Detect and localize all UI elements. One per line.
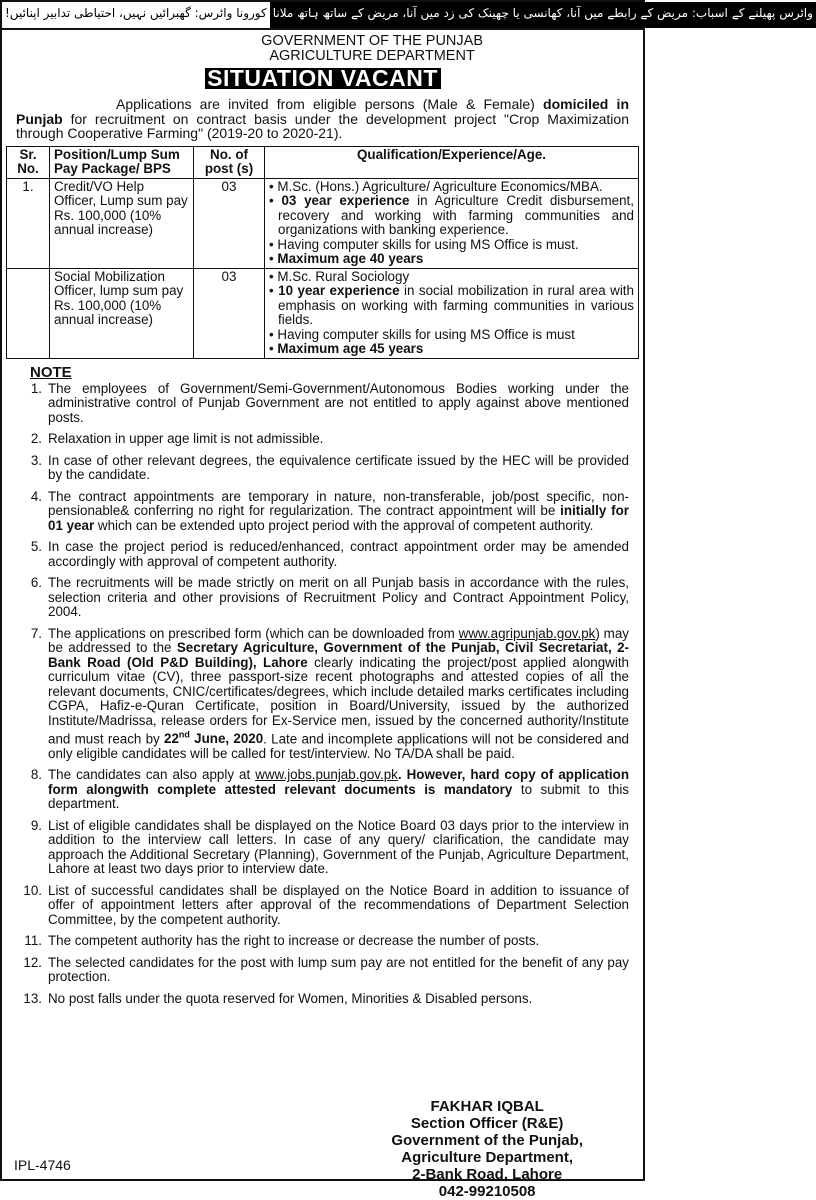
note-item: 4. The contract appointments are temporary in nature, non-transferable, job/post specific, non-pensionable& conferring no right for regularization. The contract appointment will be initially for 01 year which can be extended upto project period with the approval of competent authority. <box>30 488 629 533</box>
jobs-punjab-link[interactable]: www.jobs.punjab.gov.pk <box>255 767 398 783</box>
gov-line: GOVERNMENT OF THE PUNJAB <box>261 33 483 49</box>
signatory-designation: Section Officer (R&E) <box>410 1115 564 1132</box>
note-heading: NOTE <box>30 363 72 381</box>
signatory-org: Government of the Punjab, <box>391 1132 583 1149</box>
note-item: 11. The competent authority has the right to increase or decrease the number of posts. <box>24 933 540 949</box>
table-row <box>7 178 639 268</box>
urdu-banner <box>2 2 813 30</box>
note-item: 9. List of eligible candidates shall be displayed on the Notice Board 03 days prior to the interview in addition to the interview call letters. In case of any query/ clarification, the candidate may approach the Additional Secretary (Planning), Government of the Punjab, Agriculture Department, Lahore at least two days prior to interview date. <box>30 817 629 877</box>
cell-sr: 1. <box>7 178 50 268</box>
note-item: 12. The selected candidates for the post with lump sum pay are not entitled for the benefit of any pay protection. <box>23 954 629 985</box>
cell-position: Credit/VO Help Officer, Lump sum pay Rs. 100,000 (10% annual increase) <box>50 178 194 268</box>
note-item: 10. List of successful candidates shall be displayed on the Notice Board in addition to issuance of offer of appointment letters after approval of the recommendations of Department Selection Committee, by the competent authority. <box>23 882 629 927</box>
table-row <box>7 268 639 358</box>
signatory-address: 2-Bank Road, Lahore <box>412 1166 563 1183</box>
header-sr: Sr. No. <box>7 146 50 178</box>
signatory-name: FAKHAR IQBAL <box>430 1098 544 1115</box>
page-title: SITUATION VACANT <box>205 68 441 89</box>
agripunjab-link[interactable]: www.agripunjab.gov.pk <box>458 625 596 641</box>
header-posts: No. of post (s) <box>194 146 265 178</box>
notes-list <box>2 382 643 1007</box>
ad-code: IPL-4746 <box>14 1157 71 1173</box>
cell-position: Social Mobilization Officer, lump sum pay Rs. 100,000 (10% annual increase) <box>50 268 194 358</box>
note-item: 7. The applications on prescribed form (which can be downloaded from www.agripunjab.gov.pk) may be addressed to the Secretary Agriculture, Government of the Punjab, Civil Secretariat, 2-Bank Road (Old P&D Building), Lahore clearly indicating the project/post applied alongwith curriculum vitae (CV), three passport-size recent photographs and attested copies of all the relevant documents, CNIC/certificates/degrees, which include detailed marks certificates including CGPA, Hafiz-e-Quran Certificate, position in Board/University, issued by the authorized Institute/Madrissa, release orders for Ex-Service men, issued by the concerned authority/Institute and must reach by 22nd June, 2020. Late and incomplete applications will not be considered and only eligible candidates will be called for test/interview. No TA/DA shall be paid. <box>30 625 629 761</box>
note-item: 3. In case of other relevant degrees, the equivalence certificate issued by the HEC will be provided by the candidate. <box>30 452 629 482</box>
cell-qualification: • M.Sc. Rural Sociology • 10 year experience in social mobilization in rural area with emphasis on working with farming communities in various fields. • Having computer skills for using MS Office is must • Maximum age 45 years <box>265 268 639 358</box>
urdu-banner-left: کورونا وائرس: گھبرائیں نہیں، احتیاطی تدابیر اپنائیں! <box>2 2 270 28</box>
header-position: Position/Lump Sum Pay Package/ BPS <box>50 146 194 178</box>
signatory-dept: Agriculture Department, <box>401 1149 573 1166</box>
note-item: 5. In case the project period is reduced/enhanced, contract appointment order may be amended accordingly with approval of competent authority. <box>30 539 629 569</box>
note-item: 8. The candidates can also apply at www.jobs.punjab.gov.pk. However, hard copy of application form alongwith complete attested relevant documents is mandatory to submit to this department. <box>30 767 629 812</box>
department-header <box>2 34 643 64</box>
signature-block <box>391 1098 583 1200</box>
note-item: 2. Relaxation in upper age limit is not admissible. <box>30 431 324 446</box>
cell-qualification: • M.Sc. (Hons.) Agriculture/ Agriculture Economics/MBA. • 03 year experience in Agriculture Credit disbursement, recovery and working with farming communities and organizations with banking experience. • Having computer skills for using MS Office is must. • Maximum age 40 years <box>265 178 639 268</box>
note-item: 13. No post falls under the quota reserved for Women, Minorities & Disabled persons. <box>23 990 533 1006</box>
intro-paragraph: Applications are invited from eligible persons (Male & Female) domiciled in Punjab for recruitment on contract basis under the development project "Crop Maximization through Cooperative Farming" (2019-20 to 2020-21). <box>16 96 629 141</box>
note-item: 6. The recruitments will be made strictly on merit on all Punjab basis in accordance with the rules, selection criteria and other provisions of Recruitment Policy and Contract Appointment Policy, 2004. <box>30 575 629 619</box>
vacancy-table <box>6 146 639 359</box>
dept-line: AGRICULTURE DEPARTMENT <box>269 48 475 64</box>
cell-posts: 03 <box>194 268 265 358</box>
urdu-banner-right: وائرس پھیلنے کے اسباب: مریض کے رابطے میں آنا، کھانسی یا چھینک کی زد میں آنا، مریض کے ساتھ ہاتھ ملانا <box>270 2 816 28</box>
cell-posts: 03 <box>194 178 265 268</box>
signatory-phone: 042-99210508 <box>438 1183 536 1200</box>
table-header-row <box>7 146 639 178</box>
cell-sr <box>7 268 50 358</box>
note-item: 1. The employees of Government/Semi-Government/Autonomous Bodies working under the administrative control of Punjab Government are not entitled to apply against above mentioned posts. <box>30 380 629 425</box>
header-qualification: Qualification/Experience/Age. <box>265 146 639 178</box>
